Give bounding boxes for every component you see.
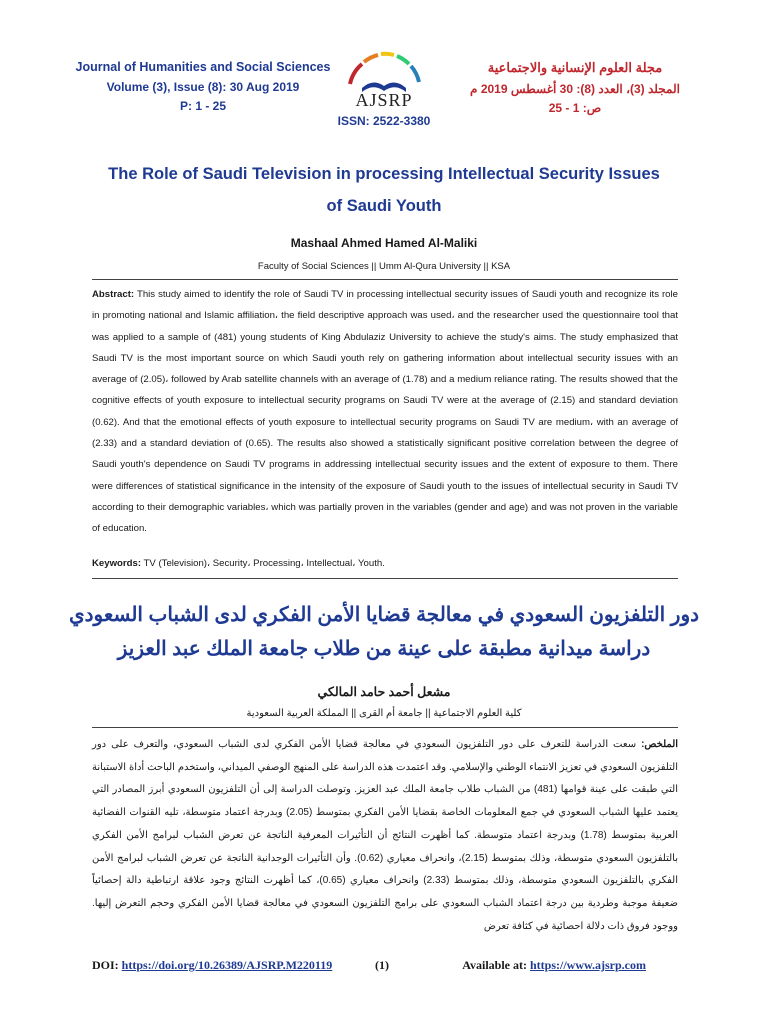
paper-title: [40, 158, 728, 222]
divider: [92, 727, 678, 728]
author-affiliation: Faculty of Social Sciences || Umm Al-Qura University || KSA: [257, 261, 511, 272]
volume-issue-en: Volume (3), Issue (8): 30 Aug 2019: [106, 80, 300, 94]
pages-ar: ص: 1 - 25: [548, 101, 602, 115]
keywords-en: [92, 558, 678, 569]
doi: [92, 958, 332, 973]
journal-name-en: Journal of Humanities and Social Sciences: [75, 60, 331, 74]
divider: [92, 578, 678, 579]
paper-title-ar-line-2: دراسة ميدانية مطبقة على عينة من طلاب جامعة الملك عبد العزيز: [117, 638, 651, 660]
abstract-text-ar: سعت الدراسة للتعرف على دور التلفزيون السعودي في معالجة قضايا الأمن الفكري لدى الشباب السعودي، والتعرف على دور التلفزيون السعودي في تعزيز الانتماء الوطني والإسلامي. وقد اعتمدت هذه الدراسة على المنهج الوصفي الميداني، واستخدم الباحث أداة الاستبانة التي طبقت على عينة قوامها (481) من الشباب طلاب جامعة الملك عبد العزيز. وتوصلت الدراسة إلى أن التلفزيون السعودي أبرز المصادر التي يعتمد عليها الشباب السعودي في جمع المعلومات الخاصة بقضايا الأمن الفكري بمتوسط (2.05) وبدرجة اعتماد متوسطة، تليه القنوات الفضائية العربية بمتوسط (1.78) وبدرجة اعتماد متوسطة. كما أظهرت النتائج أن التأثيرات المعرفية الناتجة عن تعرض الشباب لبرامج الأمن الفكري بالتلفزيون السعودي متوسطة، وذلك بمتوسط (2.15)، وانحراف معياري (0.62). وأن التأثيرات الوجدانية الناتجة عن تعرض الشباب لبرامج الأمن الفكري بالتلفزيون السعودي متوسطة، وذلك بمتوسط (2.33) وانحراف معياري (0.65)، كما أظهرت النتائج وجود علاقة ارتباطية دالة إحصائياً ضعيفة موجبة وطردية بين درجة اعتماد الشباب السعودي على برامج التلفزيون السعودي في معالجة قضايا الأمن الفكري وحجم التعرض إليها. ووجود فروق ذات دلالة احصائية في كثافة تعرض: [92, 739, 678, 932]
abstract-label: Abstract:: [92, 289, 135, 300]
paper-title-line-2: of Saudi Youth: [326, 197, 442, 215]
header-english: [58, 60, 348, 113]
keywords-text: TV (Television)، Security، Processing، Intellectual، Youth.: [143, 558, 385, 569]
author-name-ar: مشعل أحمد حامد المالكي: [317, 685, 451, 699]
available-label: Available at:: [462, 958, 527, 972]
author-name: Mashaal Ahmed Hamed Al-Maliki: [290, 236, 478, 250]
doi-label: DOI:: [92, 958, 119, 972]
available-at: [462, 958, 646, 973]
header-arabic: [430, 60, 720, 115]
paper-title-ar: [40, 598, 728, 666]
abstract-text: This study aimed to identify the role of Saudi TV in processing intellectual security issues of Saudi youth and recognize its role in promoting national and Islamic affiliation، the field descriptive approach was used، and the researcher used the questionnaire tool that was applied to a sample of (481) young students of King Abdulaziz University to achieve the study's aims. The study emphasized that Saudi TV is the most important source on which Saudi youth rely on gathering information about intellectual security issues with an average of (2.05)، followed by Arab satellite channels with an average of (1.78) and a medium reliance rating. The results showed that the cognitive effects of youth exposure to intellectual security programs on Saudi TV were at the average of (2.15) and standard deviation (0.62). And that the emotional effects of youth exposure to intellectual security programs on Saudi TV are medium، with an average of (2.33) and a standard deviation of (0.65). The results also showed a statistically significant positive correlation between the degree of Saudi youth's dependence on Saudi TV programs in addressing intellectual security issues and the extent of exposure to them. There were differences of statistical significance in the intensity of the exposure of Saudi youth to the issues of intellectual security in Saudi TV according to their demographic variables، which was partially proven in the variables (gender and age) and was not proven in the variable of education.: [92, 289, 678, 535]
website-link[interactable]: https://www.ajsrp.com: [530, 958, 646, 972]
volume-issue-ar: المجلد (3)، العدد (8): 30 أغسطس 2019 م: [470, 82, 680, 96]
keywords-label: Keywords:: [92, 558, 142, 569]
issn: ISSN: 2522-3380: [337, 114, 431, 128]
page-footer: [92, 958, 678, 978]
divider: [92, 279, 678, 280]
paper-title-line-1: The Role of Saudi Television in processing Intellectual Security Issues: [108, 165, 660, 183]
pages-en: P: 1 - 25: [179, 99, 227, 113]
paper-title-ar-line-1: دور التلفزيون السعودي في معالجة قضايا الأمن الفكري لدى الشباب السعودي: [68, 604, 700, 626]
journal-name-ar: مجلة العلوم الإنسانية والاجتماعية: [487, 60, 663, 75]
logo-text: AJSRP: [355, 90, 413, 110]
page-number: (1): [375, 958, 389, 972]
abstract-en: [92, 284, 678, 540]
abstract-label-ar: الملخص:: [641, 739, 679, 750]
doi-link[interactable]: https://doi.org/10.26389/AJSRP.M220119: [121, 958, 333, 972]
author-affiliation-ar: كلية العلوم الاجتماعية || جامعة أم القرى || المملكة العربية السعودية: [246, 708, 522, 719]
abstract-ar: [92, 734, 678, 938]
